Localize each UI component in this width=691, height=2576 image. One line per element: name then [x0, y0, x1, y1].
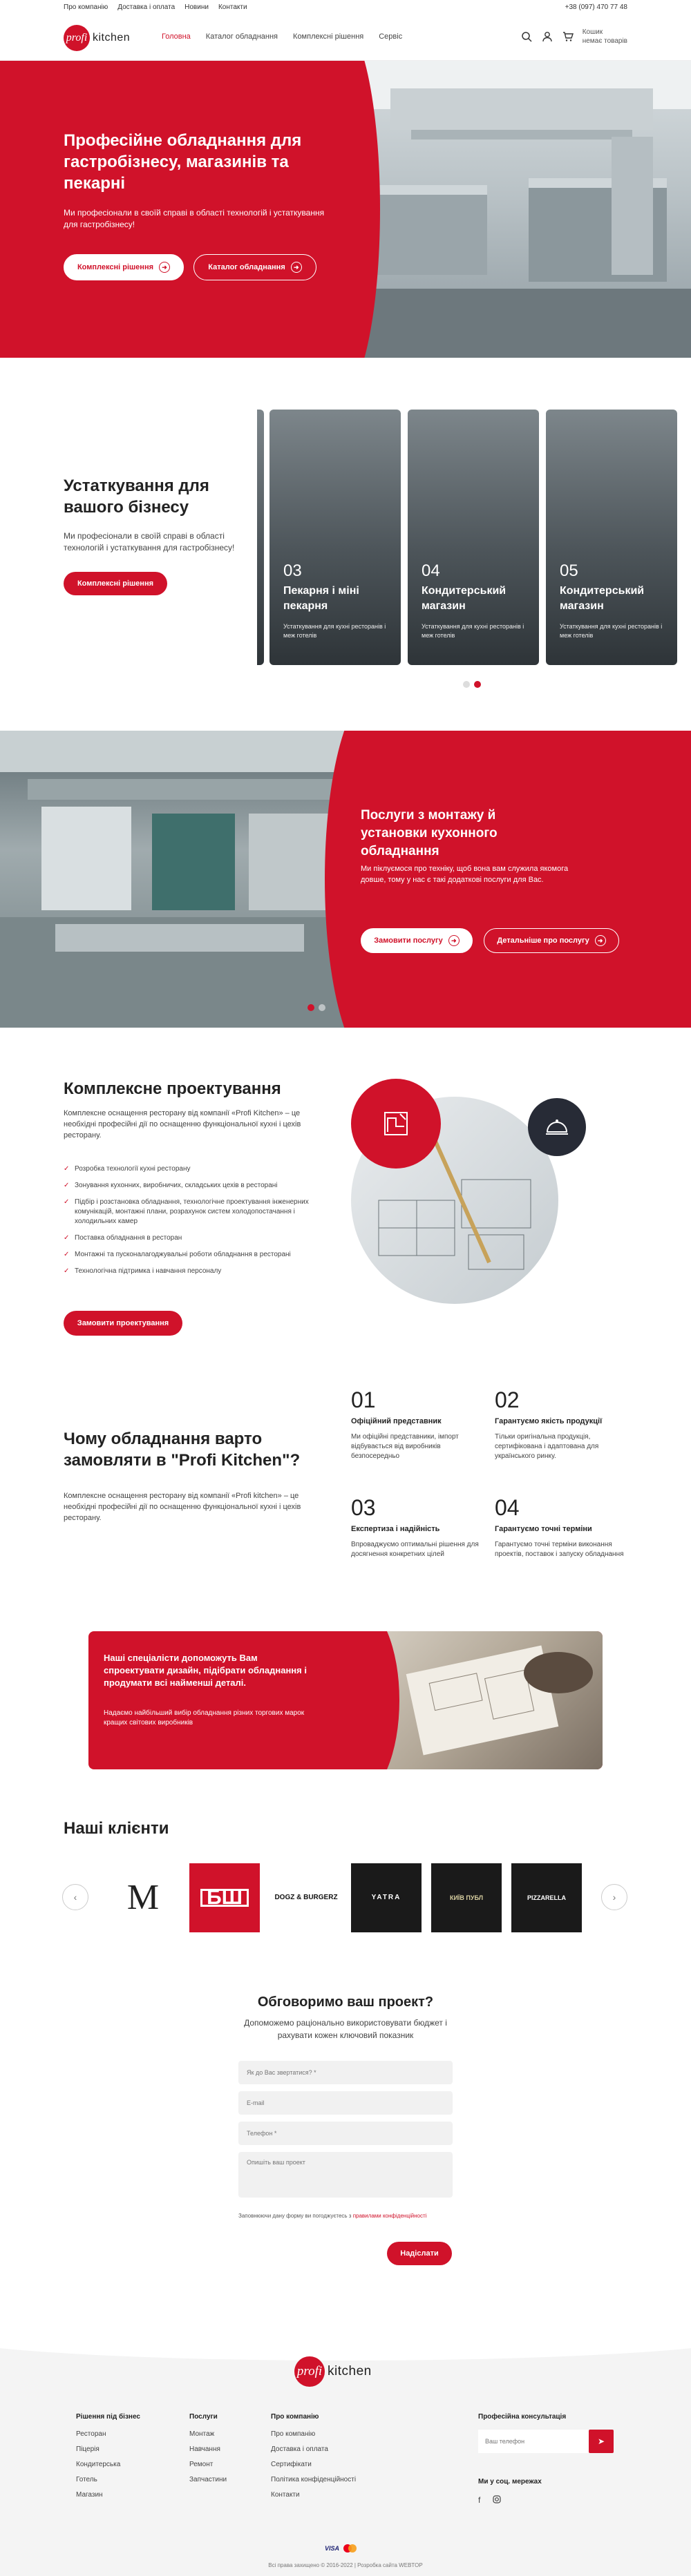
carousel-card-partial[interactable] — [257, 410, 264, 665]
contact-section — [0, 1995, 691, 2333]
feature-number: 03 — [351, 1495, 376, 1520]
client-logo-text: БШ — [200, 1889, 249, 1907]
order-service-button[interactable] — [361, 928, 473, 953]
cart-info[interactable] — [583, 28, 627, 46]
footer-wave — [0, 2305, 691, 2361]
slider-dot[interactable] — [319, 1004, 325, 1011]
feature-number: 04 — [495, 1495, 520, 1520]
feature-desc: Тільки оригінальна продукція, сертифікована і адаптована для українського ринку. — [495, 1433, 599, 1460]
card-number: 05 — [560, 561, 578, 580]
clients-title: Наші клієнти — [64, 1819, 169, 1838]
search-icon[interactable] — [520, 30, 533, 43]
footer-link[interactable]: Ресторан — [76, 2430, 106, 2438]
nav-home[interactable]: Головна — [162, 32, 191, 41]
phone-input[interactable] — [238, 2122, 453, 2145]
cart-icon[interactable] — [562, 30, 574, 43]
footer-logo[interactable] — [294, 2356, 372, 2387]
main-nav — [162, 32, 402, 41]
nav-catalog[interactable]: Каталог обладнання — [205, 32, 278, 41]
client-logo: КИЇВ ПУБЛ — [431, 1863, 502, 1932]
services-dots — [307, 1004, 325, 1011]
equipment-section — [0, 358, 691, 731]
logo-mark: profi — [64, 25, 90, 51]
top-link-delivery[interactable]: Доставка і оплата — [117, 3, 176, 11]
feature-number: 02 — [495, 1387, 520, 1412]
banner-title: Наші спеціалісти допоможуть Вам спроектувати дизайн, підібрати обладнання і продумати всі найменші деталі. — [104, 1653, 307, 1688]
footer-link[interactable]: Ремонт — [189, 2461, 214, 2468]
hero-complex-button[interactable] — [64, 254, 184, 280]
services-kitchen-photo — [0, 731, 377, 1028]
hero-title: Професійне обладнання для гастробізнесу, магазинів та пекарні — [64, 131, 302, 193]
footer-link[interactable]: Політика конфіденційності — [271, 2476, 357, 2483]
consult-title: Професійна консультація — [478, 2413, 567, 2421]
carousel-dot[interactable] — [463, 681, 470, 688]
card-desc: Устаткування для кухні ресторанів і меж готелів — [560, 623, 663, 639]
slider-dot-active[interactable] — [307, 1004, 314, 1011]
consent-prefix: Заповнюючи дану форму ви погоджуєтесь з — [238, 2213, 353, 2219]
email-input[interactable] — [238, 2091, 453, 2115]
arrow-right-icon: ➜ — [448, 935, 460, 946]
why-title: Чому обладнання варто замовляти в "Profi Kitchen"? — [64, 1430, 301, 1470]
banner-text: Надаємо найбільший вибір обладнання різних торгових марок кращих світових виробників — [104, 1709, 305, 1727]
why-text: Комплексне оснащення ресторану від компанії «Profi kitchen» – це необхідні професійні дії по оснащенню функціональної кухні і цехів ресторану. — [64, 1492, 301, 1522]
top-link-contacts[interactable]: Контакти — [218, 3, 247, 11]
client-logo: M — [108, 1863, 178, 1932]
feature-title: Гарантуємо якість продукції — [495, 1417, 603, 1425]
equipment-complex-button[interactable]: Комплексні рішення — [64, 572, 167, 595]
top-bar — [0, 0, 691, 15]
banner-box — [88, 1631, 603, 1769]
list-item: ✓ Розробка технології кухні ресторану — [64, 1164, 326, 1174]
clients-next-button[interactable]: › — [601, 1884, 627, 1910]
feature-desc: Ми офіційні представники, імпорт відбувається від виробників безпосередньо — [351, 1433, 459, 1460]
service-details-button[interactable] — [484, 928, 619, 953]
client-logo — [189, 1863, 260, 1932]
footer-col-company — [271, 2413, 356, 2506]
card-title: Кондитерський магазин — [422, 585, 507, 612]
service-details-label: Детальніше про послугу — [497, 936, 589, 945]
cloche-icon — [528, 1098, 586, 1156]
hero-section — [0, 61, 691, 358]
consent-text — [238, 2212, 466, 2220]
instagram-icon[interactable] — [493, 2495, 501, 2506]
list-item: ✓ Поставка обладнання в ресторан — [64, 1233, 326, 1243]
footer-link[interactable]: Кондитерська — [76, 2461, 121, 2468]
list-item: ✓ Технологічна підтримка і навчання персоналу — [64, 1267, 326, 1276]
blueprint-icon — [351, 1079, 441, 1169]
arrow-right-icon: ➜ — [595, 935, 606, 946]
footer-link[interactable]: Про компанію — [271, 2430, 316, 2438]
footer-link[interactable]: Сертифікати — [271, 2461, 312, 2468]
mastercard-icon — [343, 2544, 357, 2553]
arrow-right-icon: ➜ — [291, 262, 302, 273]
footer-col-title: Послуги — [189, 2413, 218, 2421]
equipment-title: Устаткування для вашого бізнесу — [64, 477, 209, 517]
footer-col-title: Рішення під бізнес — [76, 2413, 140, 2421]
logo-word: kitchen — [93, 32, 131, 44]
contact-subtitle: Допоможемо раціонально використовувати бюджет і рахувати кожен ключовий показник — [244, 2018, 447, 2040]
feature-title: Гарантуємо точні терміни — [495, 1525, 592, 1533]
client-logo: YATRA — [351, 1863, 422, 1932]
feature-quality — [495, 1387, 633, 1461]
social-title: Ми у соц. мережах — [478, 2478, 542, 2486]
complex-title: Комплексне проектування — [64, 1079, 281, 1098]
services-text: Ми піклуємося про техніку, щоб вона вам служила якомога довше, тому у нас є такі додаткові послуги для Вас. — [361, 865, 569, 884]
complex-intro: Комплексне оснащення ресторану від компанії «Profi Kitchen» – це необхідні професійні дії по оснащенню функціональної кухні і цехів ресторану. — [64, 1109, 301, 1140]
carousel-dots — [463, 681, 481, 688]
copyright: Всі права захищено © 2016-2022 | Розробка сайта WEBTOP — [268, 2562, 423, 2568]
hero-text: Ми професіонали в своїй справі в області технологій і устаткування для гастробізнесу! — [64, 208, 325, 229]
carousel-card[interactable] — [546, 410, 677, 665]
top-link-news[interactable]: Новини — [184, 3, 209, 11]
name-input[interactable] — [238, 2061, 453, 2084]
order-service-label: Замовити послугу — [374, 936, 443, 945]
client-logo: PIZZARELLA — [511, 1863, 582, 1932]
footer-link[interactable]: Доставка і оплата — [271, 2445, 328, 2453]
banner-curve-shape — [316, 1631, 399, 1769]
feature-terms — [495, 1494, 633, 1559]
logo[interactable] — [64, 25, 130, 51]
equipment-carousel — [257, 410, 691, 665]
footer-link[interactable]: Навчання — [189, 2445, 220, 2453]
complex-list — [64, 1164, 326, 1283]
footer-link[interactable]: Монтаж — [189, 2430, 215, 2438]
footer — [0, 2333, 691, 2576]
footer-col-services — [189, 2413, 227, 2491]
carousel-dot-active[interactable] — [474, 681, 481, 688]
card-desc: Устаткування для кухні ресторанів і меж готелів — [422, 623, 524, 639]
payment-logos — [325, 2544, 357, 2553]
order-design-button[interactable]: Замовити проектування — [64, 1311, 182, 1336]
footer-social — [478, 2478, 542, 2506]
services-title: Послуги з монтажу й установки кухонного обладнання — [361, 808, 498, 858]
footer-col-title: Про компанію — [271, 2413, 319, 2421]
footer-link[interactable]: Запчастини — [189, 2476, 227, 2483]
footer-link[interactable]: Піцерія — [76, 2445, 100, 2453]
clients-prev-button[interactable]: ‹ — [62, 1884, 88, 1910]
visa-logo: VISA — [325, 2545, 340, 2552]
send-icon[interactable]: ➤ — [589, 2430, 614, 2453]
top-phone[interactable]: +38 (097) 470 77 48 — [565, 3, 627, 11]
consult-phone-input[interactable] — [478, 2430, 589, 2453]
client-logo: DOGZ & BURGERZ — [271, 1863, 341, 1932]
footer-link[interactable]: Магазин — [76, 2491, 103, 2499]
feature-title: Офіційний представник — [351, 1417, 442, 1425]
project-textarea[interactable] — [238, 2152, 453, 2198]
footer-link[interactable]: Контакти — [271, 2491, 300, 2499]
card-number: 04 — [422, 561, 440, 580]
cart-label: Кошик — [582, 28, 603, 36]
equipment-text: Ми професіонали в своїй справі в області технологій і устаткування для гастробізнесу! — [64, 531, 235, 552]
facebook-icon[interactable]: f — [478, 2495, 481, 2505]
list-item: ✓ Монтажні та пусконалагоджувальні роботи обладнання в ресторані — [64, 1250, 326, 1260]
feature-expertise — [351, 1494, 489, 1559]
logo-mark: profi — [294, 2356, 325, 2387]
why-section — [0, 1359, 691, 1622]
cart-status: немає товарів — [582, 37, 627, 45]
card-number: 03 — [283, 561, 302, 580]
header — [0, 15, 691, 61]
specialists-banner — [0, 1622, 691, 1815]
list-item: ✓ Зонування кухонних, виробничих, складських цехів в ресторані — [64, 1181, 326, 1191]
card-title: Кондитерський магазин — [560, 585, 645, 612]
hero-complex-label: Комплексні рішення — [77, 263, 154, 271]
logo-word: kitchen — [328, 2364, 372, 2378]
privacy-link[interactable]: правилами конфіденційності — [352, 2213, 427, 2219]
card-title: Пекарня і міні пекарня — [283, 585, 359, 612]
header-icons — [520, 28, 627, 46]
carousel-card[interactable] — [408, 410, 539, 665]
arrow-right-icon: ➜ — [159, 262, 170, 273]
carousel-card[interactable] — [269, 410, 401, 665]
footer-consult — [478, 2413, 566, 2430]
list-item: ✓ Підбір і розстановка обладнання, технологічне проектування інженерних комунікацій, монтажні плани, розрахунок систем холодопостачання і холодильних камер — [64, 1198, 326, 1227]
top-link-about[interactable]: Про компанію — [64, 3, 108, 11]
contact-title: Обговоримо ваш проект? — [257, 1995, 434, 2010]
footer-col-solutions — [76, 2413, 140, 2506]
user-icon[interactable] — [541, 30, 553, 43]
feature-number: 01 — [351, 1387, 376, 1412]
nav-service[interactable]: Сервіс — [379, 32, 403, 41]
hero-catalog-label: Каталог обладнання — [208, 263, 285, 271]
feature-desc: Гарантуємо точні терміни виконання проектів, поставок і запуску обладнання — [495, 1541, 624, 1558]
feature-official — [351, 1387, 489, 1461]
top-links — [64, 3, 247, 11]
hero-kitchen-photo — [349, 61, 691, 358]
card-desc: Устаткування для кухні ресторанів і меж готелів — [283, 623, 386, 639]
footer-link[interactable]: Готель — [76, 2476, 97, 2483]
social-icons — [478, 2495, 542, 2506]
clients-section — [0, 1815, 691, 1995]
submit-button[interactable]: Надіслати — [387, 2242, 452, 2265]
hero-catalog-button[interactable] — [193, 254, 316, 280]
feature-desc: Впроваджуємо оптимальні рішення для досягнення конкретних цілей — [351, 1541, 479, 1558]
complex-design-section — [0, 1028, 691, 1359]
services-section — [0, 731, 691, 1028]
nav-complex[interactable]: Комплексні рішення — [293, 32, 364, 41]
feature-title: Експертиза і надійність — [351, 1525, 440, 1533]
